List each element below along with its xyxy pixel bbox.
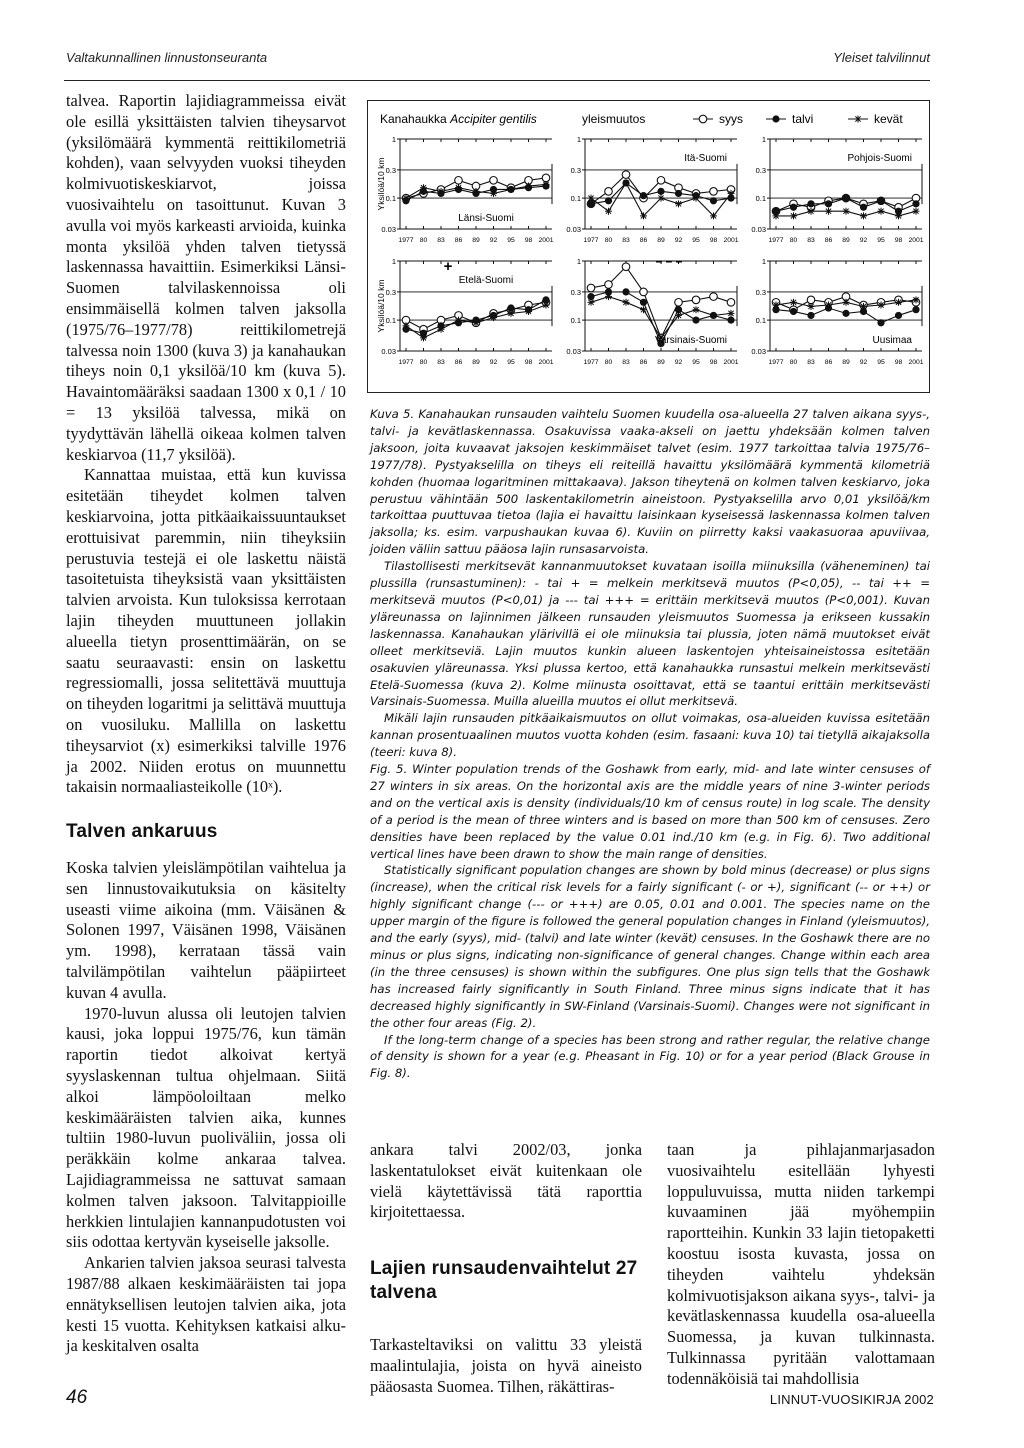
x-tick-label: 1977 [768, 359, 784, 366]
syys-marker [692, 296, 700, 304]
kevat-marker [543, 302, 550, 309]
talvi-marker [622, 288, 629, 295]
body-paragraph: Koska talvien yleislämpötilan vaihtelua ja sen linnustovaikutuksia on käsitelty useasti viime aikoina (mm. Väisänen & Solonen 1997, Väisänen 1998, Väisänen ym. 1998), kerrataan tässä vain talvilämpötilan vaihtelun pääpiirteet kuvan 4 avulla. [66, 858, 346, 1002]
caption-label: Kuva 5. [370, 407, 415, 421]
syys-marker [640, 288, 648, 296]
x-tick-label: 86 [824, 237, 833, 244]
y-tick-label: 0.03 [751, 347, 766, 356]
x-tick-label: 89 [472, 237, 480, 244]
talvi-marker [842, 310, 849, 317]
y-tick-label: 0.3 [755, 165, 766, 175]
talvi-marker [640, 192, 647, 199]
kevat-marker [473, 188, 480, 195]
kevat-marker [675, 200, 682, 207]
caption-english-3: If the long-term change of a species has been strong and rather regular, the relative change of density is shown for a year (e.g. Pheasant in Fig. 10) or for a year period (Black Grouse in Fig. 8). [370, 1032, 930, 1081]
goshawk-figure [367, 100, 930, 393]
x-tick-label: 83 [437, 237, 445, 244]
x-tick-label: 86 [639, 359, 648, 366]
body-paragraph: Ankarien talvien jaksoa seurasi talvesta 1987/88 alkaen keskimääräisten tai jopa ennätyksellisen leutojen talvien aika, jota kesti 15 vuotta. Kehityksen katkaisi alku- ja keskitalven osalta [66, 1253, 346, 1356]
panel-länsi-suomi [376, 135, 554, 244]
syys-marker [727, 299, 735, 307]
panel-change-sign: – – – [655, 254, 683, 268]
kevat-marker [710, 212, 717, 219]
kevat-marker [490, 314, 497, 321]
kevat-marker [640, 212, 647, 219]
kevat-marker [773, 302, 780, 309]
caption-en-label: Fig. 5. [370, 762, 408, 777]
kevat-marker [420, 184, 427, 191]
figure-legend [693, 112, 903, 126]
talvi-marker [842, 194, 849, 201]
y-tick-label: 0.03 [381, 347, 396, 356]
syys-marker [622, 171, 630, 179]
middle-column [370, 1140, 642, 1398]
panel-area-label: Etelä-Suomi [458, 275, 514, 286]
kevat-marker [808, 303, 815, 310]
x-tick-label: 1977 [583, 359, 599, 366]
talvi-marker [772, 115, 779, 122]
y-tick-label: 1 [576, 135, 581, 144]
kevat-marker [455, 317, 462, 324]
x-tick-label: 1977 [398, 237, 414, 244]
x-tick-label: 95 [692, 359, 700, 366]
x-tick-label: 92 [859, 237, 868, 244]
x-tick-label: 95 [692, 237, 700, 244]
kevat-marker [403, 195, 410, 202]
kevat-marker [860, 303, 867, 310]
kevat-marker [543, 181, 550, 188]
x-tick-label: 2001 [538, 359, 554, 366]
x-tick-label: 98 [524, 359, 533, 366]
talvi-marker [912, 200, 919, 207]
legend-label: kevät [874, 112, 903, 126]
kevat-marker [808, 208, 815, 215]
kevat-marker [693, 195, 700, 202]
kevat-marker [605, 208, 612, 215]
kevat-marker [790, 299, 797, 306]
x-tick-label: 95 [507, 237, 515, 244]
talvi-marker [860, 204, 867, 211]
x-tick-label: 92 [489, 359, 498, 366]
talvi-marker [807, 312, 814, 319]
body-paragraph: 1970-luvun alussa oli leutojen talvien kausi, joka loppui 1975/76, kun tämän raportin tiedot alkoivat kertyä syyslaskennan tultua ohjelmaan. Siitä alkoi lämpöoloiltaan melko keskimääräisten talvien aika, kunnes tultiin 1980-luvun puoliväliin, jossa oli peräkkäin kolme ankaraa talvea. Lajidiagrammeissa ne sattuvat samaan kolmen talven jaksoon. Talvitappioille herkkien lintulajien kannanpudotusten voi siis odottaa kertyvän kyseiselle jaksolle. [66, 1003, 346, 1252]
syys-marker [675, 299, 683, 307]
kevat-marker [878, 302, 885, 309]
body-paragraph: taan ja pihlajanmarjasadon vuosivaihtelu esitellään lyhyesti loppuluvuissa, mutta niiden tarkempi kuvaaminen jää myöhempiin raportteihin. Kunkin 33 lajin tietopaketti koostuu isosta kuvasta, jossa on tiheyden vaihtelu yhdeksän kolmivuotisjakson aikana syys-, talvi- ja kevätlaskennassa kuudella osa-alueella Suomessa, ja kuvan tulkinnasta. Tulkinnassa pyritään valottamaan todennäköisiä tai mahdollisia [667, 1140, 935, 1388]
x-tick-label: 92 [859, 359, 868, 366]
y-tick-label: 0.03 [566, 347, 581, 356]
x-tick-label: 95 [877, 359, 885, 366]
body-paragraph: Kannattaa muistaa, että kun kuvissa esitetään tiheydet kolmen talven keskiarvoina, jotta pitkäaikaissuuntaukset erottuisivat paremmin, niin tiheyksiin perustuvia testejä ei ole laskettu näistä tasoitetuista tiheyksistä vaan yksittäisten talvien arvoista. Kun tuloksissa kerrotaan lajin tiheyden muuttuneen jollakin alueella tietyn prosenttimäärän, on se saatu seuraavasti: ensin on laskettu regressiomalli, jossa selitettävä muuttuja on tiheyden logaritmi ja selittävä muuttuja on vuosiluku. Mallilla on laskettu tiheysarviot (x) esimerkiksi talville 1976 ja 2002. Niiden erotus on muunnettu takaisin normaaliasteikolle (10ˣ). [66, 465, 346, 797]
y-axis-label: Yksilöä/10 km [376, 279, 386, 333]
kevat-marker [588, 195, 595, 202]
kevat-marker [508, 310, 515, 317]
panel-area-label: Länsi-Suomi [458, 213, 514, 224]
body-paragraph: Tarkasteltaviksi on valittu 33 yleistä maalintulajia, joista on hyvä aineisto pääosasta Suomea. Tilhen, räkättiras- [370, 1335, 642, 1396]
syys-marker [657, 177, 665, 185]
kevat-marker [860, 212, 867, 219]
x-tick-label: 92 [674, 359, 683, 366]
syys-marker [605, 281, 613, 289]
x-tick-label: 80 [789, 237, 798, 244]
panel-pohjois-suomi [751, 135, 923, 244]
body-paragraph: talvea. Raportin lajidiagrammeissa eivät ole esillä yksittäisten talvien tiheysarvot (yksilömäärä kymmentä reittikilometriä kohden), vaan selvyyden vuoksi tiheyden kolmivuotiskeskiarvot, joissa vuosivaihtelu on tasoittunut. Kuvan 3 avulla voi myös karkeasti arvioida, kuinka monta yksilöä yhden talven tietyssä laskennassa havaittiin. Esimerkiksi Länsi-Suomen talvilaskennoissa oli ensimmäisellä kolmen talven jaksolla (1975/76–1977/78) reittikilometrejä talvessa noin 1300 (kuva 3) ja kanahaukan tiheys noin 0,1 yksilöä/10 km (kuva 5). Havaintomääräksi saadaan 1300 x 0,1 / 10 = 13 yksilöä talvessa, mikä on tyydyttävän lähellä oikeaa kolmen talven keskiarvoa (11,7 yksilöä). [66, 91, 346, 464]
x-tick-label: 80 [604, 359, 613, 366]
x-tick-label: 1977 [768, 237, 784, 244]
x-tick-label: 1977 [583, 237, 599, 244]
x-tick-label: 2001 [908, 237, 924, 244]
y-tick-label: 0.1 [755, 316, 766, 326]
running-header-right: Yleiset talvilinnut [833, 50, 930, 65]
kevat-marker [895, 212, 902, 219]
y-tick-label: 0.3 [755, 287, 766, 297]
x-tick-label: 83 [622, 359, 630, 366]
x-tick-label: 80 [419, 237, 428, 244]
y-tick-label: 0.03 [381, 225, 396, 234]
x-tick-label: 98 [894, 359, 903, 366]
x-tick-label: 92 [489, 237, 498, 244]
talvi-marker [710, 197, 717, 204]
y-tick-label: 1 [391, 135, 396, 144]
talvi-marker [790, 308, 797, 315]
x-tick-label: 1977 [398, 359, 414, 366]
y-tick-label: 1 [391, 257, 396, 266]
x-tick-label: 2001 [723, 359, 739, 366]
caption-english: Winter population trends of the Goshawk from early, mid- and late winter censuses of 27 winters in six areas. On the horizontal axis are the middle years of nine 3-winter periods and on the vertical axis is density (individuals/10 km of census route) in log scale. The density of a period is the mean of three winters and is based on more than 500 km of censuses. Zero densities have been replaced by the value 0.01 ind./10 km (e.g. in Fig. 6). Two additional vertical lines have been drawn to show the main range of densities. [370, 762, 930, 861]
talvi-marker [807, 200, 814, 207]
x-tick-label: 83 [807, 359, 815, 366]
y-tick-label: 1 [576, 257, 581, 266]
kevat-marker [913, 208, 920, 215]
kevat-marker [710, 312, 717, 319]
x-tick-label: 83 [437, 359, 445, 366]
panel-area-label: Uusimaa [872, 335, 912, 346]
talvi-marker [912, 306, 919, 313]
panel-area-label: Itä-Suomi [684, 153, 727, 164]
body-paragraph: ankara talvi 2002/03, jonka laskentatulokset eivät kuitenkaan ole vielä käytettävissä tätä raporttia kirjoitettaessa. [370, 1140, 642, 1222]
journal-name: LINNUT-VUOSIKIRJA 2002 [769, 1392, 934, 1407]
x-tick-label: 98 [894, 237, 903, 244]
x-tick-label: 2001 [538, 237, 554, 244]
legend-label: syys [719, 112, 743, 126]
syys-marker [455, 177, 463, 185]
panel-itä-suomi [566, 135, 738, 244]
kevat-marker [895, 299, 902, 306]
running-header-left: Valtakunnallinen linnustonseuranta [66, 50, 268, 65]
panel-uusimaa [751, 257, 923, 366]
syys-marker [605, 188, 613, 196]
kevat-marker [640, 306, 647, 313]
panel-varsinais-suomi [566, 254, 738, 366]
panel-etelä-suomi [376, 257, 554, 366]
y-tick-label: 0.3 [385, 165, 396, 175]
x-tick-label: 83 [807, 237, 815, 244]
caption-english-2: Statistically significant population changes are shown by bold minus (decrease) or plus signs (increase), when the critical risk levels for a fairly significant (- or +), significant (-- or ++) or highly significant change (--- or +++) are 0.05, 0.01 and 0.001. The species name on the upper margin of the figure is followed the general population changes in Finland (yleismuutos), and the early (syys), mid- (talvi) and late winter (kevät) censuses. In the Goshawk there are no minus or plus signs, indicating non-significance of general changes. Change within each area (in the three censuses) is shown within the subfigures. One plus sign tells that the Goshawk has increased fairly significantly in South Finland. Three minus signs indicate that it has decreased highly significantly in SW-Finland (Varsinais-Suomi). Changes were not significant in the other four areas (Fig. 2). [370, 863, 930, 1030]
kevat-marker [588, 299, 595, 306]
x-tick-label: 89 [842, 237, 850, 244]
figure-title: Kanahaukka Accipiter gentilis [380, 112, 537, 126]
syys-marker [699, 115, 707, 123]
panel-area-label: Varsinais-Suomi [654, 335, 727, 346]
y-tick-label: 1 [761, 135, 766, 144]
y-tick-label: 1 [761, 257, 766, 266]
right-column [667, 1140, 935, 1390]
talvi-marker [640, 299, 647, 306]
y-tick-label: 0.1 [570, 194, 581, 204]
x-tick-label: 95 [877, 237, 885, 244]
syys-marker [710, 188, 718, 196]
kevät-series-line [591, 297, 731, 338]
x-tick-label: 98 [709, 237, 718, 244]
kevat-marker [825, 208, 832, 215]
kevat-marker [675, 312, 682, 319]
x-tick-label: 95 [507, 359, 515, 366]
kevat-marker [605, 293, 612, 300]
talvi-marker [877, 319, 884, 326]
syys-series-line [591, 267, 731, 338]
talvi-marker [790, 204, 797, 211]
x-tick-label: 89 [842, 359, 850, 366]
kevat-marker [790, 212, 797, 219]
x-tick-label: 86 [824, 359, 833, 366]
kevat-marker [773, 212, 780, 219]
x-tick-label: 80 [789, 359, 798, 366]
x-tick-label: 98 [709, 359, 718, 366]
syys-marker [587, 284, 595, 292]
caption-finnish: Kanahaukan runsauden vaihtelu Suomen kuudella osa-alueella 27 talven aikana syys-, talvi- ja kevätlaskennassa. Osakuvissa vaaka-akseli on jaettu yhdeksään kolmen talven jaksoon, joita kuvaavat jaksojen keskimmäiset talvet (esim. 1977 tarkoittaa talvia 1975/76–1977/78). Pystyakselilla on tiheys eli reiteillä havaittu yksilömäärä kymmentä kilometriä kohden (huomaa logaritminen mittakaava). Jakson tiheytenä on kolmen talven keskiarvo, joka perustuu vähintään 500 laskentakilometrin aineistoon. Pystyakselilla arvo 0,01 yksilöä/km tarkoittaa puuttuvaa tietoa (lajia ei havaittu laisinkaan kyseisessä laskennassa kolmen talven jaksolla; ks. esim. varpushaukan kuvaa 6). Kuviin on piirretty kaksi vaakasuoraa apuviivaa, joiden väliin sattuu pääosa lajin runsasarvoista. [370, 407, 931, 557]
x-tick-label: 2001 [908, 359, 924, 366]
kevat-marker [525, 183, 532, 190]
kevat-marker [490, 190, 497, 197]
y-tick-label: 0.1 [385, 194, 396, 204]
syys-marker [710, 293, 718, 301]
kevat-marker [438, 188, 445, 195]
legend-label: talvi [792, 112, 814, 126]
x-tick-label: 92 [674, 237, 683, 244]
panel-change-sign: + [443, 258, 453, 275]
x-tick-label: 89 [657, 359, 665, 366]
x-tick-label: 86 [639, 237, 648, 244]
y-axis-label: Yksilöä/10 km [376, 157, 386, 211]
left-column [66, 91, 346, 1357]
caption-finnish-3: Mikäli lajin runsauden pitkäaikaismuutos on ollut voimakas, osa-alueiden kuvissa esitetään kannan prosentuaalinen muutos vuotta kohden (esim. fasaani: kuva 10) tai tietyllä aikajaksolla (teeri: kuva 8). [370, 711, 930, 760]
kevat-marker [913, 296, 920, 303]
kevat-marker [855, 116, 862, 123]
syys-marker [807, 296, 815, 304]
talvi-marker [605, 197, 612, 204]
y-tick-label: 0.3 [570, 287, 581, 297]
kevat-marker [508, 186, 515, 193]
page-number: 46 [66, 1387, 88, 1408]
kevat-marker [420, 334, 427, 341]
talvi-marker [895, 312, 902, 319]
kevat-marker [728, 310, 735, 317]
figure-trend-label: yleismuutos [582, 112, 646, 126]
talvi-marker [657, 188, 664, 195]
y-tick-label: 0.03 [566, 225, 581, 234]
y-tick-label: 0.1 [755, 194, 766, 204]
kevat-marker [658, 195, 665, 202]
x-tick-label: 86 [454, 359, 463, 366]
x-tick-label: 86 [454, 237, 463, 244]
kevat-marker [455, 184, 462, 191]
kevat-marker [403, 322, 410, 329]
kevat-marker [728, 190, 735, 197]
talvi-marker [692, 316, 699, 323]
y-tick-label: 0.3 [570, 165, 581, 175]
kevat-marker [623, 180, 630, 187]
talvi-marker [675, 190, 682, 197]
syys-marker [542, 174, 550, 182]
section-heading: Lajien runsaudenvaihtelut 27 talvena [370, 1258, 638, 1304]
y-tick-label: 0.03 [751, 225, 766, 234]
kevat-marker [843, 299, 850, 306]
kevat-marker [693, 306, 700, 313]
talvi-marker [825, 200, 832, 207]
section-heading: Talven ankaruus [66, 821, 218, 843]
y-tick-label: 0.1 [570, 316, 581, 326]
x-tick-label: 80 [604, 237, 613, 244]
kevat-marker [438, 326, 445, 333]
kevat-marker [878, 208, 885, 215]
syys-marker [622, 263, 630, 271]
kevat-marker [623, 299, 630, 306]
figure-svg [368, 101, 929, 392]
x-tick-label: 98 [524, 237, 533, 244]
x-tick-label: 83 [622, 237, 630, 244]
kevat-marker [525, 308, 532, 315]
figure-caption [370, 406, 930, 1082]
y-tick-label: 0.1 [385, 316, 396, 326]
x-tick-label: 89 [657, 237, 665, 244]
kevat-marker [843, 208, 850, 215]
talvi-marker [877, 197, 884, 204]
header-rule [64, 80, 930, 81]
caption-finnish-2: Tilastollisesti merkitsevät kannanmuutokset kuvataan isoilla miinuksilla (väheneminen) tai plussilla (runsastuminen): - tai + = melkein merkitsevä muutos (P<0,05), -- tai ++ = merkitsevä muutos (P<0,01) ja --- tai +++ = erittäin merkitsevä muutos (P<0,001). Kuvan yläreunassa on lajinnimen jälkeen runsauden yleismuutos Suomessa ja erikseen kussakin laskennassa. Kanahaukan yläriviIlä ei ole miinuksia tai plussia, joten nämä muutokset eivät olleet merkitseviä. Lajin muutos kunkin alueen laskentojen yhteisaineistossa esitetään osakuvien yläreunassa. Yksi plussa kertoo, että kanahaukka runsastui melkein merkitsevästi Etelä-Suomessa (kuva 2). Kolme miinusta osoittavat, että se taantui erittäin merkitsevästi Varsinais-Suomessa. Muilla alueilla muutos ei ollut merkitsevä. [370, 559, 930, 709]
x-tick-label: 89 [472, 359, 480, 366]
syys-marker [490, 177, 498, 185]
x-tick-label: 80 [419, 359, 428, 366]
y-tick-label: 0.3 [385, 287, 396, 297]
talvi-marker [727, 316, 734, 323]
kevat-marker [825, 302, 832, 309]
kevat-marker [473, 319, 480, 326]
x-tick-label: 2001 [723, 237, 739, 244]
panel-area-label: Pohjois-Suomi [847, 153, 912, 164]
